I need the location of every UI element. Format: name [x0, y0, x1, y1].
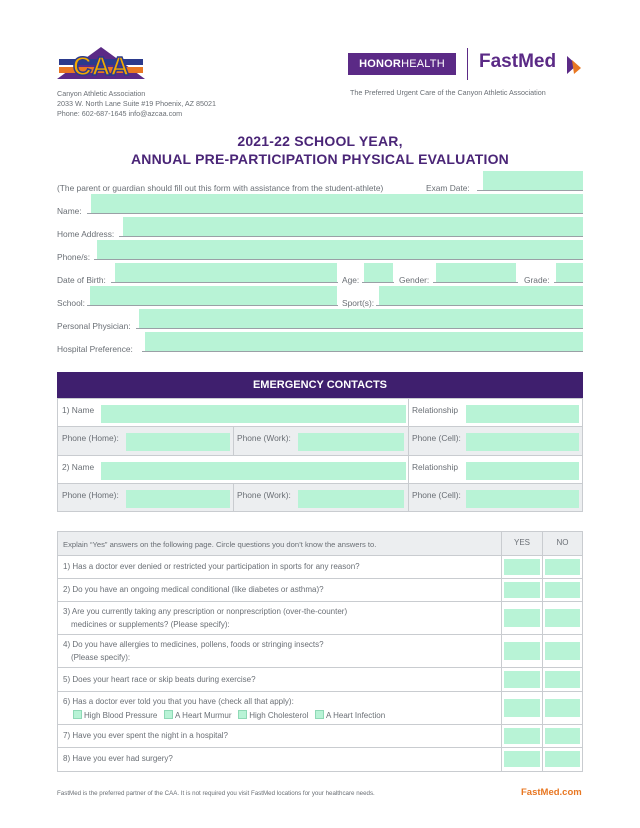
yes-column-header: [501, 532, 542, 555]
dob-field[interactable]: [115, 263, 337, 282]
question-6-options: [73, 709, 385, 722]
contact1-phone-home-label: Phone (Home):: [62, 433, 119, 443]
yes-header-label: YES: [513, 538, 530, 547]
divider: [408, 399, 409, 427]
contact1-name-row: [58, 399, 582, 427]
grade-field[interactable]: [556, 263, 583, 282]
question-5-text: 5) Does your heart race or skip beats during exercise?: [63, 675, 256, 684]
no-cell: [542, 579, 582, 601]
contact2-name-field[interactable]: [101, 462, 406, 480]
honorhealth-light: HEALTH: [401, 58, 445, 70]
q6-yes-field[interactable]: [504, 699, 540, 717]
option-label: High Cholesterol: [249, 711, 309, 720]
contact2-phone-cell-field[interactable]: [466, 490, 579, 508]
no-cell: [542, 748, 582, 771]
yes-cell: [501, 602, 542, 634]
question-row: [58, 692, 582, 725]
yes-cell: [501, 635, 542, 667]
contact1-phone-home-field[interactable]: [126, 433, 230, 451]
option-label: A Heart Murmur: [175, 711, 232, 720]
questions-header-row: [58, 532, 582, 556]
question-4-text: 4) Do you have allergies to medicines, pollens, foods or stringing insects?: [63, 640, 324, 649]
gender-label: Gender:: [399, 275, 430, 285]
yes-cell: [501, 556, 542, 578]
contact2-relationship-field[interactable]: [466, 462, 579, 480]
contact2-phone-home-field[interactable]: [126, 490, 230, 508]
gender-field[interactable]: [436, 263, 516, 282]
option-label: A Heart Infection: [326, 711, 386, 720]
contact1-name-field[interactable]: [101, 405, 406, 423]
contact1-name-label: 1) Name: [62, 405, 95, 415]
home-address-label: Home Address:: [57, 229, 115, 239]
physician-field[interactable]: [139, 309, 583, 328]
high-blood-pressure-checkbox[interactable]: [73, 710, 82, 719]
contact1-phone-work-label: Phone (Work):: [237, 433, 291, 443]
q6-no-field[interactable]: [545, 699, 580, 717]
physician-label: Personal Physician:: [57, 321, 131, 331]
logo-divider: [467, 48, 468, 80]
option-label: High Blood Pressure: [84, 711, 158, 720]
caa-logo: [55, 45, 147, 83]
question-row: [58, 635, 582, 668]
yes-cell: [501, 692, 542, 724]
footer-note: FastMed is the preferred partner of the CAA. It is not required you visit FastMed locations for your healthcare needs.: [57, 790, 375, 797]
page-title-line2: ANNUAL PRE-PARTICIPATION PHYSICAL EVALUATION: [131, 151, 509, 167]
q1-yes-field[interactable]: [504, 559, 540, 575]
q2-no-field[interactable]: [545, 582, 580, 598]
q5-no-field[interactable]: [545, 671, 580, 688]
contact1-relationship-label: Relationship: [412, 405, 459, 415]
q3-yes-field[interactable]: [504, 609, 540, 627]
heart-infection-checkbox[interactable]: [315, 710, 324, 719]
dob-label: Date of Birth:: [57, 275, 106, 285]
question-row: [58, 668, 582, 692]
contact1-phone-work-field[interactable]: [298, 433, 404, 451]
question-3-text: 3) Are you currently taking any prescription or nonprescription (over-the-counter): [63, 607, 348, 616]
caa-logo-text: CAA: [72, 51, 130, 81]
emergency-contacts-header: EMERGENCY CONTACTS: [57, 372, 583, 398]
emergency-contacts-grid: [57, 398, 583, 512]
form-intro: (The parent or guardian should fill out this form with assistance from the student-athlete): [57, 183, 384, 193]
name-field[interactable]: [91, 194, 583, 213]
contact1-phone-cell-field[interactable]: [466, 433, 579, 451]
yes-cell: [501, 579, 542, 601]
age-label: Age:: [342, 275, 360, 285]
org-contact: Phone: 602-687-1645 info@azcaa.com: [57, 109, 183, 118]
fastmed-logo: FastMed: [479, 51, 557, 72]
home-address-field[interactable]: [123, 217, 583, 236]
school-label: School:: [57, 298, 85, 308]
phones-field[interactable]: [97, 240, 583, 259]
q5-yes-field[interactable]: [504, 671, 540, 688]
name-label: Name:: [57, 206, 82, 216]
contact1-relationship-field[interactable]: [466, 405, 579, 423]
school-field[interactable]: [90, 286, 337, 305]
divider: [233, 484, 234, 511]
question-1-text: 1) Has a doctor ever denied or restricted your participation in sports for any reason?: [63, 562, 360, 571]
question-4-text-cont: (Please specify):: [71, 653, 131, 662]
q4-no-field[interactable]: [545, 642, 580, 660]
divider: [408, 427, 409, 456]
contact2-phone-work-field[interactable]: [298, 490, 404, 508]
q7-yes-field[interactable]: [504, 728, 540, 744]
question-3-text-cont: medicines or supplements? (Please specify):: [71, 620, 230, 629]
exam-date-label: Exam Date:: [426, 183, 470, 193]
hospital-field[interactable]: [145, 332, 583, 351]
divider: [408, 484, 409, 511]
age-field[interactable]: [364, 263, 393, 282]
yes-cell: [501, 725, 542, 747]
no-cell: [542, 635, 582, 667]
page-title-line1: 2021-22 SCHOOL YEAR,: [237, 133, 403, 149]
question-row: [58, 725, 582, 748]
divider: [408, 456, 409, 484]
phones-label: Phone/s:: [57, 252, 91, 262]
org-name: Canyon Athletic Association: [57, 89, 146, 98]
heart-murmur-checkbox[interactable]: [164, 710, 173, 719]
no-cell: [542, 668, 582, 691]
sports-field[interactable]: [379, 286, 583, 305]
q8-no-field[interactable]: [545, 751, 580, 767]
question-row: [58, 602, 582, 635]
contact2-phones-row: [58, 484, 582, 511]
no-cell: [542, 556, 582, 578]
yes-cell: [501, 748, 542, 771]
contact2-relationship-label: Relationship: [412, 462, 459, 472]
question-6-text: 6) Has a doctor ever told you that you have (check all that apply):: [63, 697, 294, 706]
no-column-header: [542, 532, 582, 555]
contact2-phone-cell-label: Phone (Cell):: [412, 490, 461, 500]
honorhealth-bold: HONOR: [359, 58, 402, 70]
fastmed-chevron-icon: [563, 54, 585, 76]
contact1-phone-cell-label: Phone (Cell):: [412, 433, 461, 443]
high-cholesterol-checkbox[interactable]: [238, 710, 247, 719]
question-row: [58, 556, 582, 579]
no-cell: [542, 602, 582, 634]
contact2-name-label: 2) Name: [62, 462, 95, 472]
q4-yes-field[interactable]: [504, 642, 540, 660]
footer-brand-link[interactable]: FastMed.com: [521, 787, 582, 798]
q3-no-field[interactable]: [545, 609, 580, 627]
contact2-phone-work-label: Phone (Work):: [237, 490, 291, 500]
contact2-phone-home-label: Phone (Home):: [62, 490, 119, 500]
grade-label: Grade:: [524, 275, 550, 285]
q7-no-field[interactable]: [545, 728, 580, 744]
divider: [233, 427, 234, 456]
question-row: [58, 579, 582, 602]
question-2-text: 2) Do you have an ongoing medical conditional (like diabetes or asthma)?: [63, 585, 324, 594]
question-8-text: 8) Have you ever had surgery?: [63, 754, 173, 763]
no-cell: [542, 725, 582, 747]
no-cell: [542, 692, 582, 724]
questions-instructions: Explain “Yes” answers on the following page. Circle questions you don’t know the answers to.: [63, 540, 377, 549]
sports-label: Sport(s):: [342, 298, 375, 308]
no-header-label: NO: [556, 538, 569, 547]
exam-date-field[interactable]: [483, 171, 583, 190]
health-questions-table: [57, 531, 583, 772]
yes-cell: [501, 668, 542, 691]
contact2-name-row: [58, 456, 582, 484]
tagline: The Preferred Urgent Care of the Canyon Athletic Association: [350, 88, 546, 97]
honorhealth-logo: [348, 53, 456, 75]
question-row: [58, 748, 582, 771]
hospital-label: Hospital Preference:: [57, 344, 133, 354]
question-7-text: 7) Have you ever spent the night in a hospital?: [63, 731, 228, 740]
org-address: 2033 W. North Lane Suite #19 Phoenix, AZ 85021: [57, 99, 217, 108]
q1-no-field[interactable]: [545, 559, 580, 575]
q8-yes-field[interactable]: [504, 751, 540, 767]
q2-yes-field[interactable]: [504, 582, 540, 598]
contact1-phones-row: [58, 427, 582, 456]
